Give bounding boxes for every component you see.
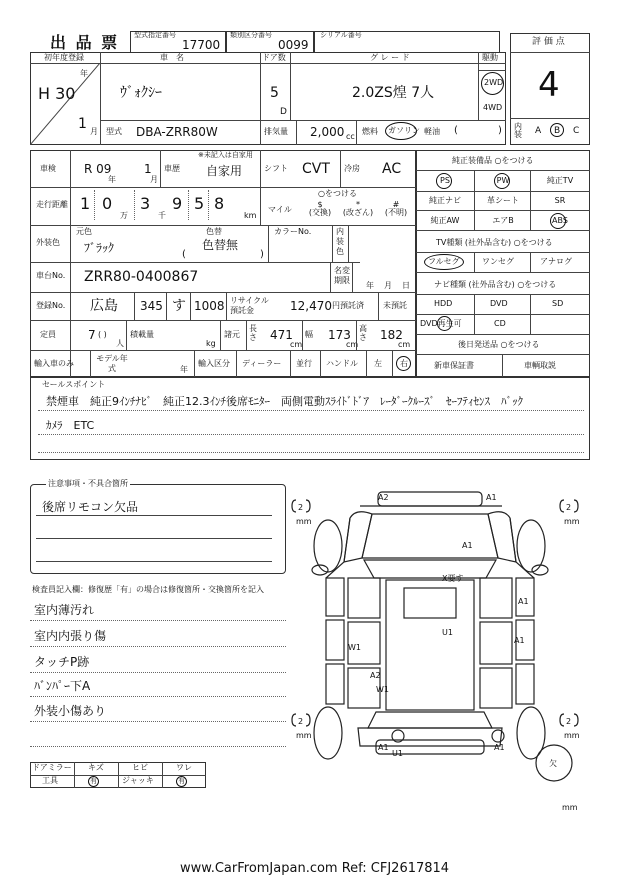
- mileage-label: 走行距離: [36, 200, 68, 209]
- equipment-item-8: ABS: [552, 216, 568, 225]
- tire-fr-depth: 2: [566, 503, 572, 512]
- mark-1: A1: [486, 493, 497, 502]
- handle-left: 左: [374, 359, 382, 368]
- mileage-circle-note: ○をつける: [318, 189, 357, 198]
- navi-item-2: SD: [552, 299, 564, 308]
- equipment-item-4: 革シート: [487, 196, 519, 205]
- recycle-label: リサイクル預託金: [230, 296, 269, 315]
- navi-item-0: HDD: [434, 299, 453, 308]
- capacity-paren: ( ): [98, 330, 107, 339]
- serial-label: シリアル番号: [320, 31, 362, 39]
- mileage-d6: 8: [214, 194, 225, 213]
- cc-label: cc: [346, 132, 355, 141]
- drive-2wd: 2WD: [484, 78, 504, 87]
- width-cm: cm: [346, 340, 359, 349]
- use-label: 車歴: [164, 164, 180, 173]
- unknown-label: # (不明): [384, 200, 408, 217]
- legend-v1: 有: [90, 777, 97, 785]
- mileage-d1: 1: [80, 194, 91, 213]
- navi-title: ナビ種類 (社外品含む) ○をつける: [434, 280, 557, 289]
- sales-points-line2: ｶﾒﾗ ETC: [46, 419, 95, 432]
- tv-item-2: アナログ: [540, 257, 572, 266]
- sales-points-line1: 禁煙車 純正9ｲﾝﾁﾅﾋﾞ 純正12.3ｲﾝﾁ後席ﾓﾆﾀｰ 両側電動ｽﾗｲﾄﾞﾄﾞｱ ﾚｰﾀﾞｰｸﾙｰｽﾞ ｾｰﾌﾃｨｾﾝｽ ﾊﾞｯｸ: [46, 395, 523, 408]
- first-reg-era: H 30: [38, 84, 76, 103]
- import-label: 輸入車のみ: [34, 359, 74, 368]
- mileage-man: 万: [120, 211, 128, 220]
- tire-fl-mm: mm: [296, 517, 312, 526]
- later-title: 後日発送品 ○をつける: [458, 340, 540, 349]
- height-label: 高さ: [359, 324, 367, 342]
- mark-3: X要す: [442, 574, 464, 583]
- length-value: 471: [270, 328, 293, 342]
- later-item-0: 新車保証書: [434, 361, 474, 370]
- equipment-item-3: 純正ナビ: [429, 196, 461, 205]
- drive-label: 駆動: [482, 53, 498, 62]
- inspector-item-0: 室内薄汚れ: [34, 603, 95, 617]
- equipment-item-2: 純正TV: [546, 176, 574, 185]
- inspection-year: 年: [108, 175, 116, 184]
- handle-right: 右: [400, 359, 408, 368]
- color-value: ﾌﾞﾗｯｸ: [84, 241, 115, 255]
- color-change-label: 色替: [206, 227, 222, 236]
- use-value: 自家用: [206, 164, 243, 178]
- mark-7: W1: [348, 643, 361, 652]
- fuel-paren-l: (: [454, 125, 458, 136]
- mileage-d4: 9: [172, 194, 183, 213]
- equipment-item-7: エアB: [492, 216, 514, 225]
- tv-item-0: フルセグ: [428, 257, 460, 266]
- navi-item-4: CD: [494, 319, 506, 328]
- spare-mm: mm: [562, 803, 578, 812]
- load-kg: kg: [206, 339, 216, 348]
- interior-a: A: [535, 126, 542, 136]
- equipment-item-5: SR: [554, 196, 566, 205]
- spare-label: 欠: [549, 759, 557, 768]
- mileage-d5: 5: [194, 194, 205, 213]
- mark-11: U1: [392, 749, 403, 758]
- notes-label: 注意事項・不具合箇所: [48, 479, 128, 488]
- inspection-value: R 09: [84, 162, 112, 176]
- inspection-label: 車検: [40, 164, 56, 173]
- equipment-item-0: PS: [440, 176, 450, 185]
- recycle-value: 12,470: [290, 299, 332, 313]
- chassis-label: 車台No.: [36, 271, 66, 280]
- class-no-label: 類別区分番号: [230, 31, 272, 39]
- first-reg-month: 1: [78, 116, 87, 132]
- sales-points-box: [30, 377, 590, 460]
- legend-h3: ワレ: [176, 763, 192, 772]
- tire-rr-depth: 2: [566, 717, 572, 726]
- type-label: 型式: [106, 127, 122, 136]
- navi-item-1: DVD: [490, 299, 508, 308]
- registration-kana: す: [172, 298, 186, 314]
- rating-label: 評 価 点: [532, 37, 565, 47]
- mile-label: マイル: [268, 205, 292, 214]
- mark-5: U1: [442, 628, 453, 637]
- import-dealer: ディーラー: [242, 359, 282, 368]
- registration-num1: 345: [140, 299, 163, 313]
- mark-8: A2: [370, 671, 381, 680]
- light-oil-label: 軽油: [424, 127, 440, 136]
- mileage-km: km: [244, 211, 257, 220]
- height-value: 182: [380, 328, 403, 342]
- interior-b: B: [554, 126, 561, 136]
- tire-rl-depth: 2: [298, 717, 304, 726]
- inspection-month-suffix: 月: [150, 175, 158, 184]
- tire-rr-mm: mm: [564, 731, 580, 740]
- type-value: DBA-ZRR80W: [136, 125, 218, 139]
- model-year-suffix: 年: [180, 365, 188, 374]
- tire-fl-depth: 2: [298, 503, 304, 512]
- navi-item-3: DVD再生可: [420, 319, 462, 328]
- import-class-label: 輸入区分: [198, 359, 230, 368]
- name-change-year: 年: [366, 281, 374, 290]
- ac-label: 冷房: [344, 164, 360, 173]
- interior-color-label: 内装色: [336, 227, 344, 256]
- fuel-label: 燃料: [362, 127, 378, 136]
- name-change-month: 月: [384, 281, 392, 290]
- name-change-day: 日: [402, 281, 410, 290]
- equipment-item-1: PW: [496, 176, 510, 185]
- car-name-value: ｳﾞｫｸｼｰ: [120, 85, 162, 101]
- tire-rl-mm: mm: [296, 731, 312, 740]
- later-item-1: 車輌取説: [524, 361, 556, 370]
- mileage-d2: 0: [102, 194, 113, 213]
- capacity-person: 人: [116, 339, 124, 348]
- mark-9: W1: [376, 685, 389, 694]
- recycle-suffix: 円預託済: [332, 301, 364, 310]
- orig-color-label: 元色: [76, 227, 92, 236]
- import-parallel: 並行: [296, 359, 312, 368]
- capacity-value: 7: [88, 328, 96, 342]
- grade-value: 2.0ZS煌 7人: [352, 85, 435, 101]
- inspector-item-4: 外装小傷あり: [34, 704, 107, 718]
- registration-area: 広島: [90, 298, 118, 314]
- width-label: 幅: [305, 330, 313, 339]
- sales-points-label: セールスポイント: [42, 380, 106, 389]
- tv-title: TV種類 (社外品含む) ○をつける: [436, 238, 553, 247]
- exchange-label: $ (交換): [308, 200, 332, 217]
- class-no-value: 0099: [278, 38, 309, 52]
- legend-v2: ジャッキ: [122, 776, 154, 785]
- altered-label: * (改ざん): [342, 200, 374, 217]
- shift-label: シフト: [264, 164, 288, 173]
- legend-h1: キズ: [88, 763, 104, 772]
- door-type: D: [280, 107, 287, 117]
- model-no-label: 型式指定番号: [134, 31, 176, 39]
- rating-value: 4: [538, 65, 560, 105]
- interior-c: C: [573, 126, 580, 136]
- color-label: 外装色: [36, 238, 60, 247]
- color-paren-l: (: [182, 249, 186, 260]
- recycle-unpaid: 未預託: [383, 301, 407, 310]
- model-no-value: 17700: [182, 38, 221, 52]
- interior-label: 内装: [514, 122, 522, 139]
- drive-4wd: 4WD: [483, 103, 503, 112]
- color-paren-r: ): [260, 249, 264, 260]
- registration-num2: 1008: [194, 299, 225, 313]
- fuel-paren-r: ): [498, 125, 502, 136]
- notes-item-0: 後席リモコン欠品: [42, 500, 139, 514]
- fuel-value: ガソリン: [388, 126, 420, 135]
- registration-label: 登録No.: [36, 301, 66, 310]
- mark-4: A1: [518, 597, 529, 606]
- equipment-item-6: 純正AW: [430, 216, 460, 225]
- legend-v3: 有: [178, 777, 185, 785]
- handle-label: ハンドル: [326, 359, 358, 368]
- legend-v0: 工具: [42, 776, 58, 785]
- car-diagram: [286, 478, 606, 818]
- height-cm: cm: [398, 340, 411, 349]
- car-name-label: 車 名: [160, 53, 184, 62]
- doors-label: ドア数: [262, 53, 286, 62]
- length-label: 長さ: [249, 324, 257, 342]
- displacement-label: 排気量: [264, 127, 288, 136]
- inspector-label: 検査員記入欄：修復歴「有」の場合は修復箇所・交換箇所を記入: [32, 585, 264, 594]
- model-year-label: モデル年式: [96, 354, 128, 373]
- mileage-d3: 3: [140, 194, 151, 213]
- mark-2: A1: [462, 541, 473, 550]
- month-suffix: 月: [90, 127, 98, 136]
- mileage-sen: 千: [158, 211, 166, 220]
- tire-fr-mm: mm: [564, 517, 580, 526]
- inspector-item-3: ﾊﾞﾝﾊﾟｰ下A: [34, 679, 91, 693]
- legend-h2: ヒビ: [132, 763, 148, 772]
- doors-value: 5: [270, 85, 279, 101]
- load-label: 積載量: [130, 330, 154, 339]
- mark-0: A2: [378, 493, 389, 502]
- footer-ref: www.CarFromJapan.com Ref: CFJ2617814: [180, 861, 450, 876]
- length-cm: cm: [290, 340, 303, 349]
- capacity-label: 定員: [40, 330, 56, 339]
- shift-value: CVT: [302, 161, 330, 177]
- first-reg-label: 初年度登録: [44, 53, 84, 62]
- use-note: ※未記入は自家用: [198, 151, 253, 159]
- inspector-item-1: 室内内張り傷: [34, 629, 107, 643]
- legend-h0: ドアミラー: [32, 763, 72, 772]
- chassis-value: ZRR80-0400867: [84, 269, 199, 285]
- color-no-label: カラーNo.: [274, 227, 312, 236]
- year-suffix: 年: [80, 69, 88, 78]
- mark-10: A1: [378, 743, 389, 752]
- name-change-label: 名変期限: [334, 266, 350, 285]
- mark-12: A1: [494, 743, 505, 752]
- width-value: 173: [328, 328, 351, 342]
- displacement-value: 2,000: [310, 125, 345, 139]
- tv-item-1: ワンセグ: [482, 257, 514, 266]
- equipment-title: 純正装備品 ○をつける: [452, 156, 534, 165]
- inspector-item-2: タッチP跡: [34, 655, 90, 669]
- ac-value: AC: [382, 161, 402, 177]
- mark-6: A1: [514, 636, 525, 645]
- sheet-title: 出 品 票: [50, 33, 120, 52]
- dims-label: 諸元: [224, 330, 240, 339]
- inspection-month: 1: [144, 162, 152, 176]
- grade-label: グ レ ー ド: [370, 53, 410, 62]
- color-change-value: 色替無: [202, 238, 239, 252]
